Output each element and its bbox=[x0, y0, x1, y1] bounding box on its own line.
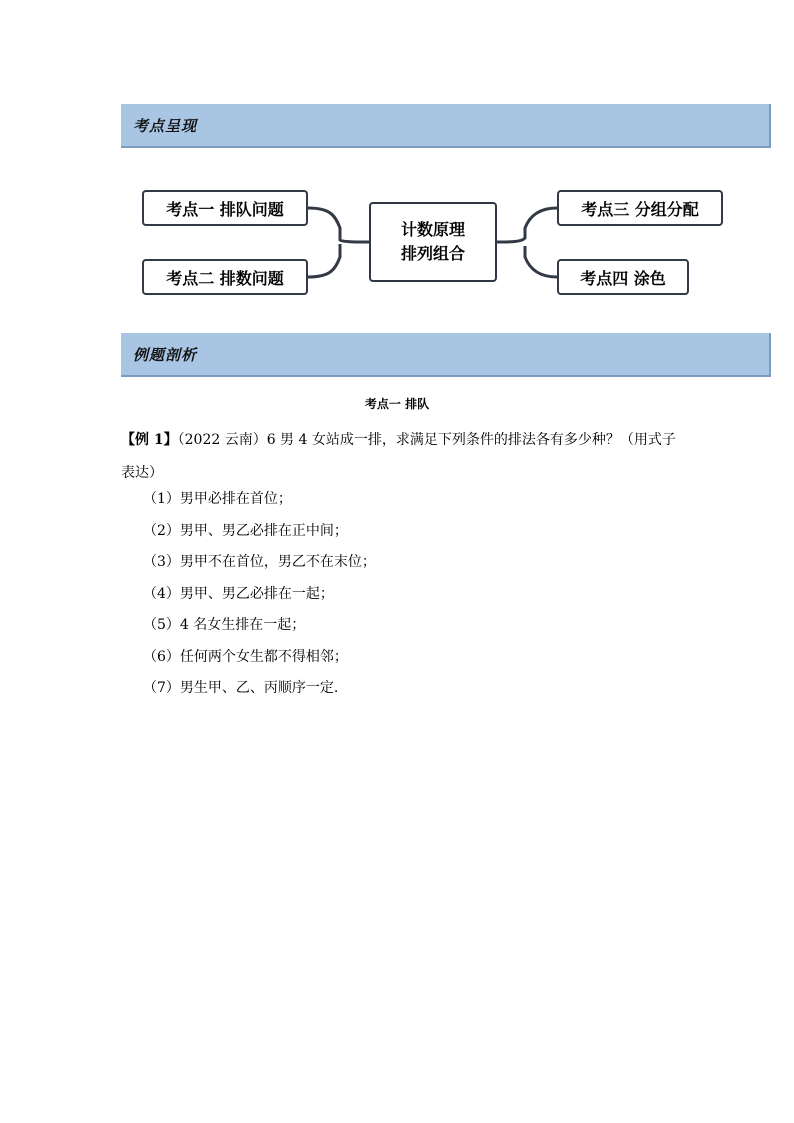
list-item: （3）男甲不在首位，男乙不在末位； bbox=[143, 554, 376, 570]
banner-title: 例题剖析 bbox=[133, 346, 198, 364]
mind-map bbox=[0, 0, 794, 330]
list-item: （1）男甲必排在首位； bbox=[143, 491, 292, 507]
section-banner-liti bbox=[121, 333, 771, 377]
center-label-line1: 计数原理 bbox=[400, 220, 465, 239]
condition-list bbox=[143, 484, 376, 705]
list-item: （2）男甲、男乙必排在正中间； bbox=[143, 522, 348, 539]
example-question bbox=[121, 424, 681, 490]
list-item: （7）男生甲、乙、丙顺序一定. bbox=[143, 680, 339, 696]
list-item: （5）4 名女生排在一起； bbox=[143, 617, 306, 633]
node-label: 考点三 分组分配 bbox=[581, 199, 699, 219]
node-label: 考点一 排队问题 bbox=[166, 199, 284, 219]
node-label: 考点四 涂色 bbox=[580, 268, 666, 288]
section-heading: 考点一 排队 bbox=[364, 397, 430, 411]
mind-map-node-paishu bbox=[142, 259, 308, 295]
mind-map-node-paidui bbox=[142, 190, 308, 226]
list-item: （6）任何两个女生都不得相邻； bbox=[143, 648, 348, 665]
mind-map-node-fenzu bbox=[557, 190, 723, 226]
mind-map-center-node bbox=[369, 202, 497, 282]
example-text: （2022 云南）6 男 4 女站成一排，求满足下列条件的排法各有多少种？（用式子表达） bbox=[121, 432, 676, 481]
mind-map-node-tuse bbox=[557, 259, 689, 295]
banner-title: 考点呈现 bbox=[133, 117, 198, 135]
center-label-line2: 排列组合 bbox=[400, 244, 465, 263]
node-label: 考点二 排数问题 bbox=[166, 268, 284, 288]
list-item: （4）男甲、男乙必排在一起； bbox=[143, 585, 334, 602]
example-tag: 【例 1】 bbox=[121, 432, 178, 448]
